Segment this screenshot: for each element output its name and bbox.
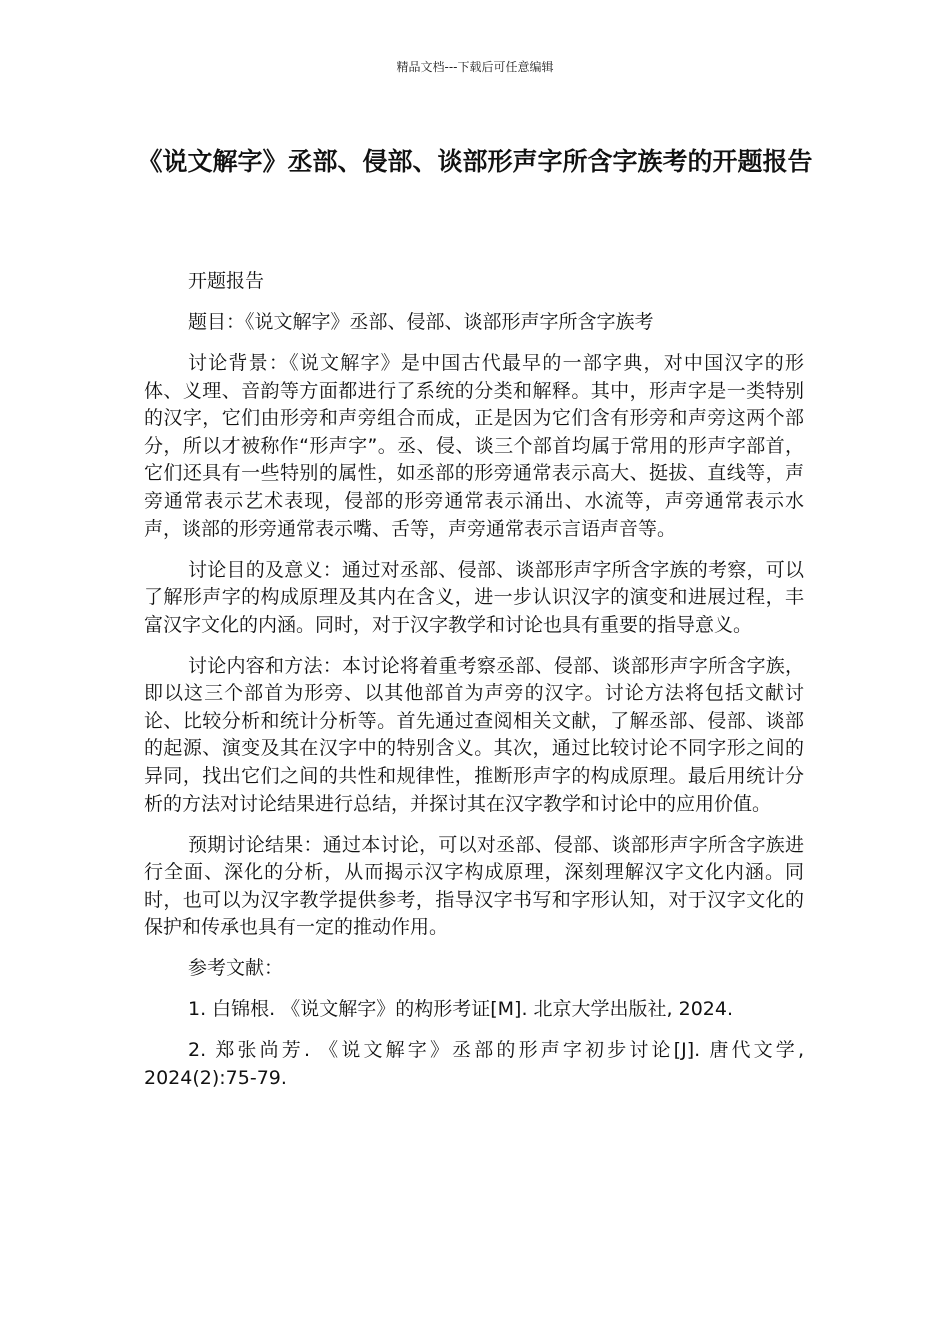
purpose-paragraph: 讨论目的及意义：通过对丞部、侵部、谈部形声字所含字族的考察，可以了解形声字的构成原理及其内在含义，进一步认识汉字的演变和进展过程，丰富汉字文化的内涵。同时，对于汉字教学和讨论也具有重要的指导意义。: [144, 558, 804, 636]
document-body: [144, 268, 804, 1106]
background-paragraph: 讨论背景：《说文解字》是中国古代最早的一部字典，对中国汉字的形体、义理、音韵等方面都进行了系统的分类和解释。其中，形声字是一类特别的汉字，它们由形旁和声旁组合而成，正是因为它们含有形旁和声旁这两个部分，所以才被称作“形声字”。丞、侵、谈三个部首均属于常用的形声字部首，它们还具有一些特别的属性，如丞部的形旁通常表示高大、挺拔、直线等，声旁通常表示艺术表现，侵部的形旁通常表示涌出、水流等，声旁通常表示水声，谈部的形旁通常表示嘴、舌等，声旁通常表示言语声音等。: [144, 351, 804, 540]
header-note: 精品文档---下载后可任意编辑: [396, 60, 554, 74]
document-title: 《说文解字》丞部、侵部、谈部形声字所含字族考的开题报告: [137, 147, 813, 176]
method-paragraph: 讨论内容和方法：本讨论将着重考察丞部、侵部、谈部形声字所含字族，即以这三个部首为形旁、以其他部首为声旁的汉字。讨论方法将包括文献讨论、比较分析和统计分析等。首先通过查阅相关文献，了解丞部、侵部、谈部的起源、演变及其在汉字中的特别含义。其次，通过比较讨论不同字形之间的异同，找出它们之间的共性和规律性，推断形声字的构成原理。最后用统计分析的方法对讨论结果进行总结，并探讨其在汉字教学和讨论中的应用价值。: [144, 654, 804, 815]
reference-item: 1. 白锦根. 《说文解字》的构形考证[M]. 北京大学出版社, 2024.: [188, 998, 734, 1021]
topic-paragraph: 题目：《说文解字》丞部、侵部、谈部形声字所含字族考: [188, 310, 654, 333]
references-heading: 参考文献：: [188, 957, 284, 980]
reference-item: 2. 郑张尚芳. 《说文解字》丞部的形声字初步讨论[J]. 唐代文学, 2024(2):75-79.: [144, 1039, 804, 1089]
report-heading: 开题报告: [188, 270, 265, 292]
expected-results-paragraph: 预期讨论结果：通过本讨论，可以对丞部、侵部、谈部形声字所含字族进行全面、深化的分析，从而揭示汉字构成原理，深刻理解汉字文化内涵。同时，也可以为汉字教学提供参考，指导汉字书写和字形认知，对于汉字文化的保护和传承也具有一定的推动作用。: [144, 833, 804, 939]
